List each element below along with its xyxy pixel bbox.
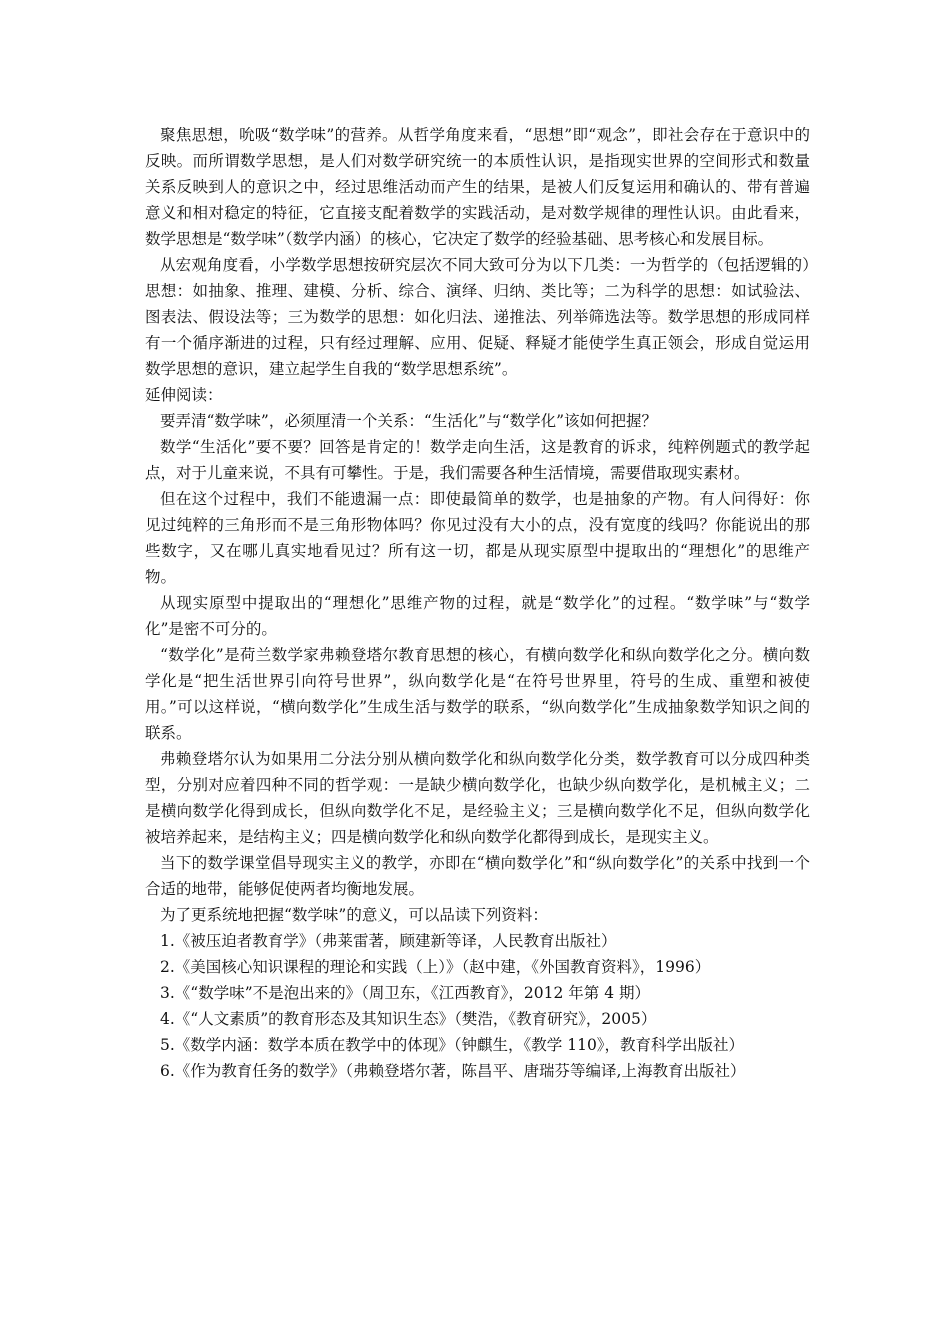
reference-item: 5.《数学内涵：数学本质在教学中的体现》（钟麒生，《教学 110》，教育科学出版社） [160, 1036, 745, 1054]
paragraph-freudenthal-core: “数学化”是荷兰数学家弗赖登塔尔教育思想的核心，有横向数学化和纵向数学化之分。横向数学化是“把生活世界引向符号世界”，纵向数学化是“在符号世界里，符号的生成、重塑和被使用。”可以这样说，“横向数学化”生成生活与数学的联系，“纵向数学化”生成抽象数学知识之间的联系。 [145, 646, 810, 742]
paragraph-reading-intro: 为了更系统地把握“数学味”的意义，可以品读下列资料： [160, 906, 548, 924]
paragraph-life-oriented: 数学“生活化”要不要？回答是肯定的！数学走向生活，这是教育的诉求，纯粹例题式的教学起点，对于儿童来说，不具有可攀性。于是，我们需要各种生活情境，需要借取现实素材。 [145, 438, 810, 482]
reference-item: 3.《“数学味”不是泡出来的》（周卫东，《江西教育》，2012 年第 4 期） [160, 984, 650, 1002]
paragraph-macro-view: 从宏观角度看，小学数学思想按研究层次不同大致可分为以下几类：一为哲学的（包括逻辑的）思想：如抽象、推理、建模、分析、综合、演绎、归纳、类比等；二为科学的思想：如试验法、图表法、假设法等；三为数学的思想：如化归法、递推法、列举筛选法等。数学思想的形成同样有一个循序渐进的过程，只有经过理解、应用、促疑、释疑才能使学生真正领会，形成自觉运用数学思想的意识，建立起学生自我的“数学思想系统”。 [145, 256, 810, 378]
paragraph-relationship: 要弄清“数学味”，必须厘清一个关系：“生活化”与“数学化”该如何把握？ [160, 412, 658, 430]
paragraph-four-types: 弗赖登塔尔认为如果用二分法分别从横向数学化和纵向数学化分类，数学教育可以分成四种类型，分别对应着四种不同的哲学观：一是缺少横向数学化，也缺少纵向数学化，是机械主义；二是横向数学化得到成长，但纵向数学化不足，是经验主义；三是横向数学化不足，但纵向数学化被培养起来，是结构主义；四是横向数学化和纵向数学化都得到成长，是现实主义。 [145, 750, 810, 846]
paragraph-realism: 当下的数学课堂倡导现实主义的教学，亦即在“横向数学化”和“纵向数学化”的关系中找到一个合适的地带，能够促使两者均衡地发展。 [145, 854, 810, 898]
reference-list [145, 928, 810, 1084]
reference-item: 6.《作为教育任务的数学》（弗赖登塔尔著，陈昌平、唐瑞芬等编译,上海教育出版社） [160, 1062, 746, 1080]
reference-item: 1.《被压迫者教育学》（弗莱雷著，顾建新等译，人民教育出版社） [160, 932, 617, 950]
reference-item: 2.《美国核心知识课程的理论和实践（上）》（赵中建，《外国教育资料》，1996） [160, 958, 711, 976]
paragraph-math-thought: 聚焦思想，吮吸“数学味”的营养。从哲学角度来看，“思想”即“观念”，即社会存在于意识中的反映。而所谓数学思想，是人们对数学研究统一的本质性认识，是指现实世界的空间形式和数量关系反映到人的意识之中，经过思维活动而产生的结果，是被人们反复运用和确认的、带有普遍意义和相对稳定的特征，它直接支配着数学的实践活动，是对数学规律的理性认识。由此看来，数学思想是“数学味”（数学内涵）的核心，它决定了数学的经验基础、思考核心和发展目标。 [145, 126, 810, 248]
extended-reading-label: 延伸阅读： [145, 386, 223, 404]
paragraph-abstraction: 但在这个过程中，我们不能遗漏一点：即使最简单的数学，也是抽象的产物。有人问得好：你见过纯粹的三角形而不是三角形物体吗？你见过没有大小的点，没有宽度的线吗？你能说出的那些数字，又在哪儿真实地看见过？所有这一切，都是从现实原型中提取出的“理想化”的思维产物。 [145, 490, 810, 586]
reference-item: 4.《“人文素质”的教育形态及其知识生态》（樊浩，《教育研究》，2005） [160, 1010, 657, 1028]
paragraph-mathematization: 从现实原型中提取出的“理想化”思维产物的过程，就是“数学化”的过程。“数学味”与“数学化”是密不可分的。 [145, 594, 810, 638]
document-page [145, 122, 810, 1084]
